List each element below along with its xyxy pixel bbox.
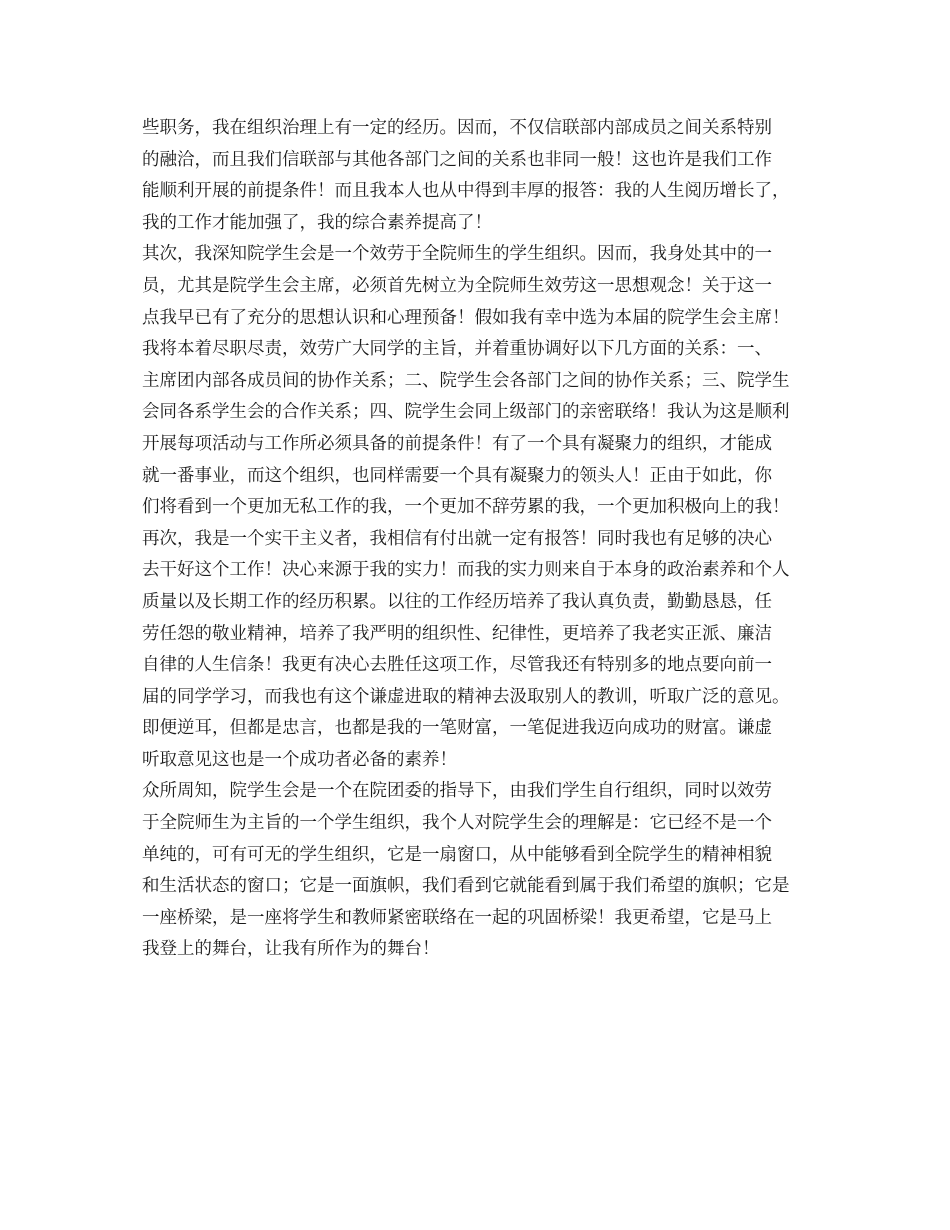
text-line: 点我早已有了充分的思想认识和心理预备！假如我有幸中选为本届的院学生会主席！ bbox=[142, 307, 790, 328]
text-line: 听取意见这也是一个成功者必备的素养！ bbox=[142, 749, 457, 770]
text-line: 会同各系学生会的合作关系；四、院学生会同上级部门的亲密联络！我认为这是顺利 bbox=[142, 402, 790, 423]
body-text bbox=[142, 113, 822, 966]
text-line: 的融洽，而且我们信联部与其他各部门之间的关系也非同一般！这也许是我们工作 bbox=[142, 149, 772, 170]
text-line: 去干好这个工作！决心来源于我的实力！而我的实力则来自于本身的政治素养和个人 bbox=[142, 560, 790, 581]
text-line: 主席团内部各成员间的协作关系；二、院学生会各部门之间的协作关系；三、院学生 bbox=[142, 370, 790, 391]
text-line: 开展每项活动与工作所必须具备的前提条件！有了一个具有凝聚力的组织，才能成 bbox=[142, 433, 772, 454]
text-line: 一座桥梁，是一座将学生和教师紧密联络在一起的巩固桥梁！我更希望，它是马上 bbox=[142, 907, 772, 928]
text-line: 劳任怨的敬业精神，培养了我严明的组织性、纪律性，更培养了我老实正派、廉洁 bbox=[142, 623, 772, 644]
text-line: 单纯的，可有可无的学生组织，它是一扇窗口，从中能够看到全院学生的精神相貌 bbox=[142, 844, 772, 865]
text-line: 质量以及长期工作的经历积累。以往的工作经历培养了我认真负责，勤勤恳恳，任 bbox=[142, 591, 772, 612]
text-line: 些职务，我在组织治理上有一定的经历。因而，不仅信联部内部成员之间关系特别 bbox=[142, 118, 772, 138]
text-line: 其次，我深知院学生会是一个效劳于全院师生的学生组织。因而，我身处其中的一 bbox=[142, 244, 772, 265]
text-line: 再次，我是一个实干主义者，我相信有付出就一定有报答！同时我也有足够的决心 bbox=[142, 528, 772, 549]
text-line: 就一番事业，而这个组织，也同样需要一个具有凝聚力的领头人！正由于如此，你 bbox=[142, 465, 772, 486]
text-line: 众所周知，院学生会是一个在院团委的指导下，由我们学生自行组织，同时以效劳 bbox=[142, 781, 772, 802]
text-line: 员，尤其是院学生会主席，必须首先树立为全院师生效劳这一思想观念！关于这一 bbox=[142, 275, 772, 296]
text-line: 即便逆耳，但都是忠言，也都是我的一笔财富，一笔促进我迈向成功的财富。谦虚 bbox=[142, 718, 772, 739]
text-line: 届的同学学习，而我也有这个谦虚进取的精神去汲取别人的教训，听取广泛的意见。 bbox=[142, 686, 790, 707]
text-line: 和生活状态的窗口；它是一面旗帜，我们看到它就能看到属于我们希望的旗帜；它是 bbox=[142, 876, 790, 897]
text-line: 自律的人生信条！我更有决心去胜任这项工作，尽管我还有特别多的地点要向前一 bbox=[142, 655, 772, 676]
text-line: 我登上的舞台，让我有所作为的舞台！ bbox=[142, 939, 440, 960]
text-line: 们将看到一个更加无私工作的我，一个更加不辞劳累的我，一个更加积极向上的我！ bbox=[142, 497, 790, 518]
text-line: 能顺利开展的前提条件！而且我本人也从中得到丰厚的报答：我的人生阅历增长了， bbox=[142, 181, 790, 202]
text-line: 于全院师生为主旨的一个学生组织，我个人对院学生会的理解是：它已经不是一个 bbox=[142, 813, 772, 834]
text-line: 我的工作才能加强了，我的综合素养提高了！ bbox=[142, 212, 492, 233]
text-line: 我将本着尽职尽责，效劳广大同学的主旨，并着重协调好以下几方面的关系：一、 bbox=[142, 339, 772, 360]
